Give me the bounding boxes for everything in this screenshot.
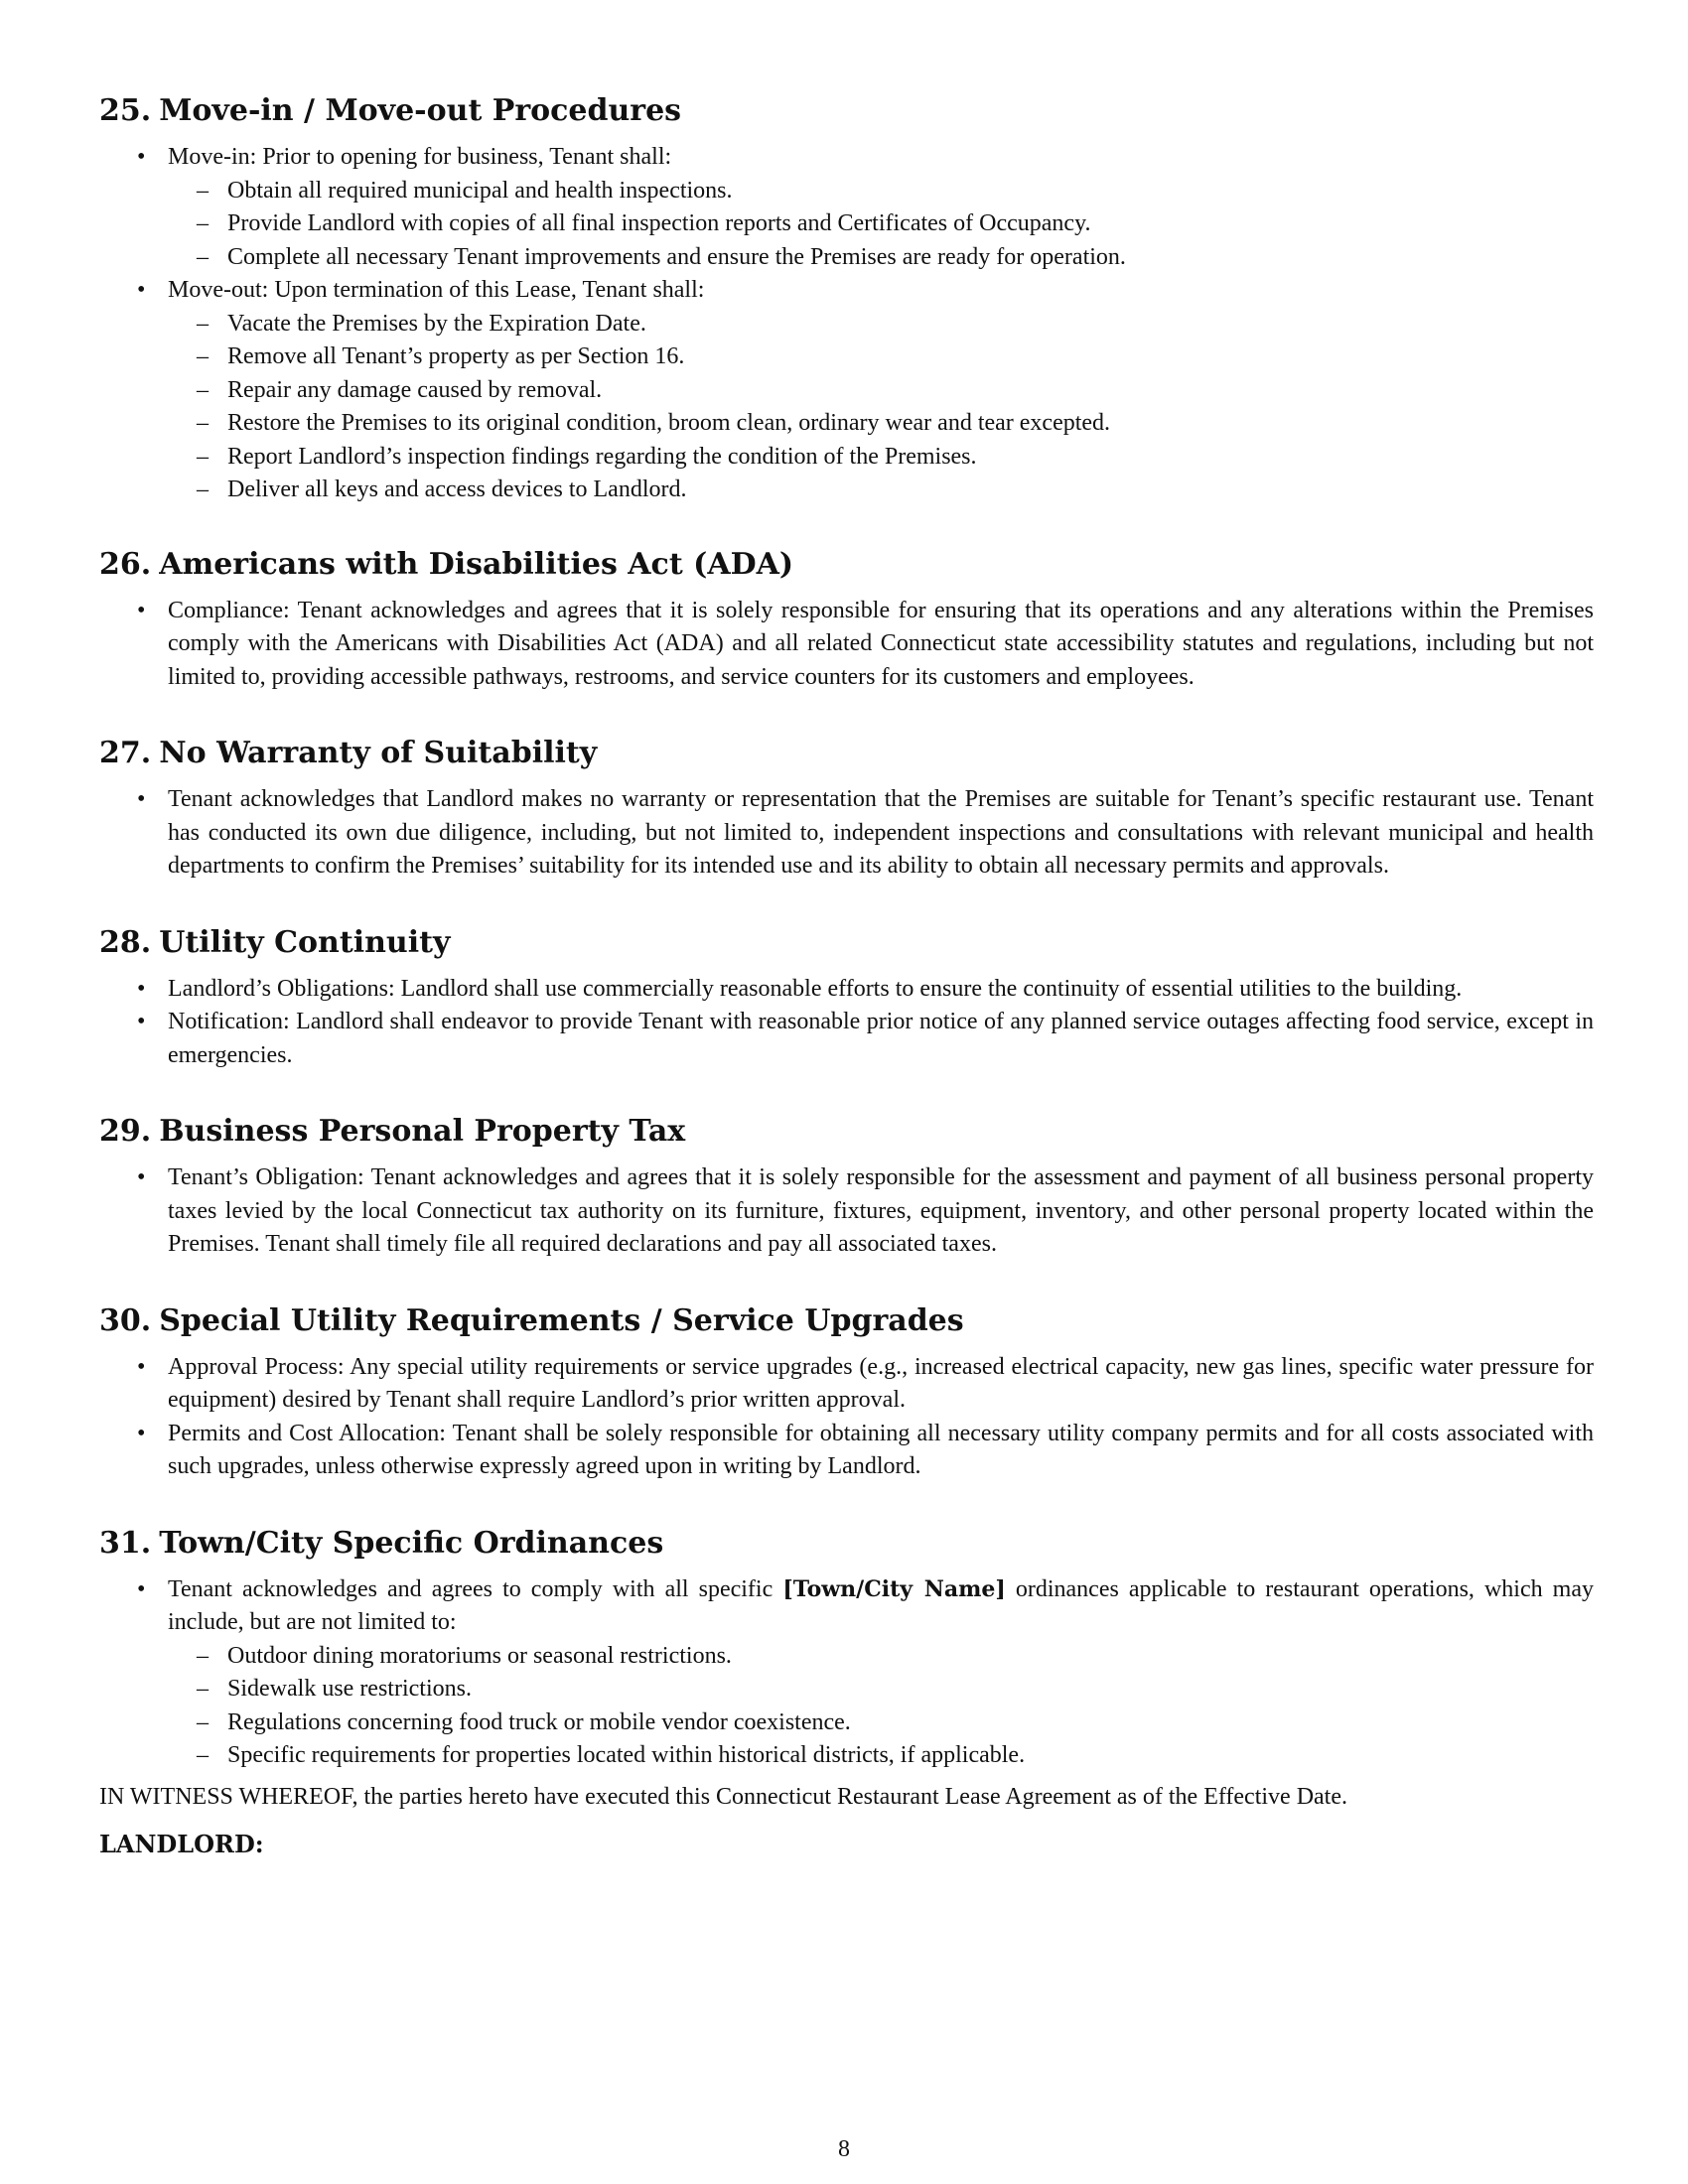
sub-item: – Report Landlord’s inspection findings regarding the condition of the Premises.	[168, 441, 1594, 475]
section-title: Special Utility Requirements / Service Upgrades	[159, 1302, 964, 1338]
section-26	[99, 545, 1594, 695]
section-heading	[99, 1301, 1594, 1341]
list-item: • Tenant acknowledges that Landlord makes no warranty or representation that the Premises are suitable for Tenant’s specific restaurant use. Tenant has conducted its own due diligence, including, but not limited to, independent inspections and consultations with relevant municipal and health departments to confirm the Premises’ suitability for its intended use and its ability to obtain all necessary permits and approvals.	[99, 783, 1594, 884]
sub-item: – Restore the Premises to its original condition, broom clean, ordinary wear and tear excepted.	[168, 407, 1594, 441]
sub-item: – Sidewalk use restrictions.	[168, 1673, 1594, 1706]
section-title: Move-in / Move-out Procedures	[159, 93, 682, 128]
sub-item: – Specific requirements for properties located within historical districts, if applicable.	[168, 1739, 1594, 1773]
section-heading	[99, 1112, 1594, 1152]
section-title: Town/City Specific Ordinances	[159, 1525, 664, 1561]
sub-list	[168, 308, 1594, 507]
bullet-list	[99, 1573, 1594, 1773]
section-title: Utility Continuity	[159, 924, 451, 960]
item-text: Tenant acknowledges and agrees to comply with all specific	[168, 1575, 783, 1602]
section-heading	[99, 1524, 1594, 1564]
section-title: Americans with Disabilities Act (ADA)	[159, 546, 794, 582]
section-27	[99, 734, 1594, 884]
document-page	[99, 91, 1594, 1861]
list-item: • Notification: Landlord shall endeavor to provide Tenant with reasonable prior notice of any planned service outages affecting food service, except in emergencies.	[99, 1006, 1594, 1072]
section-31	[99, 1524, 1594, 1773]
section-heading	[99, 923, 1594, 963]
bullet-list	[99, 1351, 1594, 1484]
section-number: 28.	[99, 924, 152, 960]
sub-list	[168, 175, 1594, 275]
sub-list	[168, 1640, 1594, 1773]
item-text: Move-in: Prior to opening for business, Tenant shall:	[168, 144, 672, 170]
list-item: • Landlord’s Obligations: Landlord shall use commercially reasonable efforts to ensure the continuity of essential utilities to the building.	[99, 973, 1594, 1007]
section-heading	[99, 91, 1594, 131]
section-number: 26.	[99, 546, 152, 582]
witness-clause: IN WITNESS WHEREOF, the parties hereto have executed this Connecticut Restaurant Lease Agreement as of the Effective Date.	[99, 1783, 1347, 1810]
sub-item: – Deliver all keys and access devices to Landlord.	[168, 474, 1594, 507]
sub-item: – Outdoor dining moratoriums or seasonal restrictions.	[168, 1640, 1594, 1674]
landlord-signature-label: LANDLORD:	[99, 1830, 264, 1858]
section-29	[99, 1112, 1594, 1262]
sub-item: – Regulations concerning food truck or mobile vendor coexistence.	[168, 1706, 1594, 1740]
item-text: Move-out: Upon termination of this Lease, Tenant shall:	[168, 277, 705, 303]
sub-item: – Remove all Tenant’s property as per Section 16.	[168, 341, 1594, 374]
sub-item: – Repair any damage caused by removal.	[168, 374, 1594, 408]
section-title: Business Personal Property Tax	[159, 1114, 686, 1149]
sub-item: – Vacate the Premises by the Expiration Date.	[168, 308, 1594, 341]
section-number: 27.	[99, 736, 152, 770]
list-item: • Compliance: Tenant acknowledges and agrees that it is solely responsible for ensuring that its operations and any alterations within the Premises comply with the Americans with Disabilities Act (ADA) and all related Connecticut state accessibility statutes and regulations, including but not limited to, providing accessible pathways, restrooms, and service counters for its customers and employees.	[99, 595, 1594, 695]
section-number: 30.	[99, 1302, 152, 1338]
item-text: ordinances applicable to restaurant operations, which may include, but are not limited to:	[168, 1575, 1594, 1635]
section-heading	[99, 734, 1594, 773]
list-item: • Approval Process: Any special utility requirements or service upgrades (e.g., increased electrical capacity, new gas lines, specific water pressure for equipment) desired by Tenant shall require Landlord’s prior written approval.	[99, 1351, 1594, 1418]
sub-item: – Complete all necessary Tenant improvements and ensure the Premises are ready for operation.	[168, 241, 1594, 275]
section-number: 29.	[99, 1114, 152, 1149]
section-28	[99, 923, 1594, 1073]
section-30	[99, 1301, 1594, 1484]
list-item: • Permits and Cost Allocation: Tenant shall be solely responsible for obtaining all necessary utility company permits and for all costs associated with such upgrades, unless otherwise expressly agreed upon in writing by Landlord.	[99, 1418, 1594, 1484]
section-number: 25.	[99, 93, 152, 128]
page-number: 8	[838, 2136, 850, 2162]
section-number: 31.	[99, 1525, 152, 1561]
list-item	[99, 1573, 1594, 1773]
bullet-list	[99, 973, 1594, 1073]
bullet-list	[99, 595, 1594, 695]
sub-item: – Obtain all required municipal and health inspections.	[168, 175, 1594, 208]
bullet-list	[99, 783, 1594, 884]
list-item	[99, 274, 1594, 507]
section-title: No Warranty of Suitability	[159, 736, 598, 770]
list-item: • Tenant’s Obligation: Tenant acknowledges and agrees that it is solely responsible for the assessment and payment of all business personal property taxes levied by the local Connecticut tax authority on its furniture, fixtures, equipment, inventory, and other personal property located within the Premises. Tenant shall timely file all required declarations and pay all associated taxes.	[99, 1161, 1594, 1262]
bullet-list	[99, 141, 1594, 507]
section-heading	[99, 545, 1594, 585]
sub-item: – Provide Landlord with copies of all final inspection reports and Certificates of Occupancy.	[168, 207, 1594, 241]
bullet-list	[99, 1161, 1594, 1262]
placeholder-town-city: [Town/City Name]	[782, 1575, 1006, 1602]
section-25	[99, 91, 1594, 507]
list-item	[99, 141, 1594, 274]
